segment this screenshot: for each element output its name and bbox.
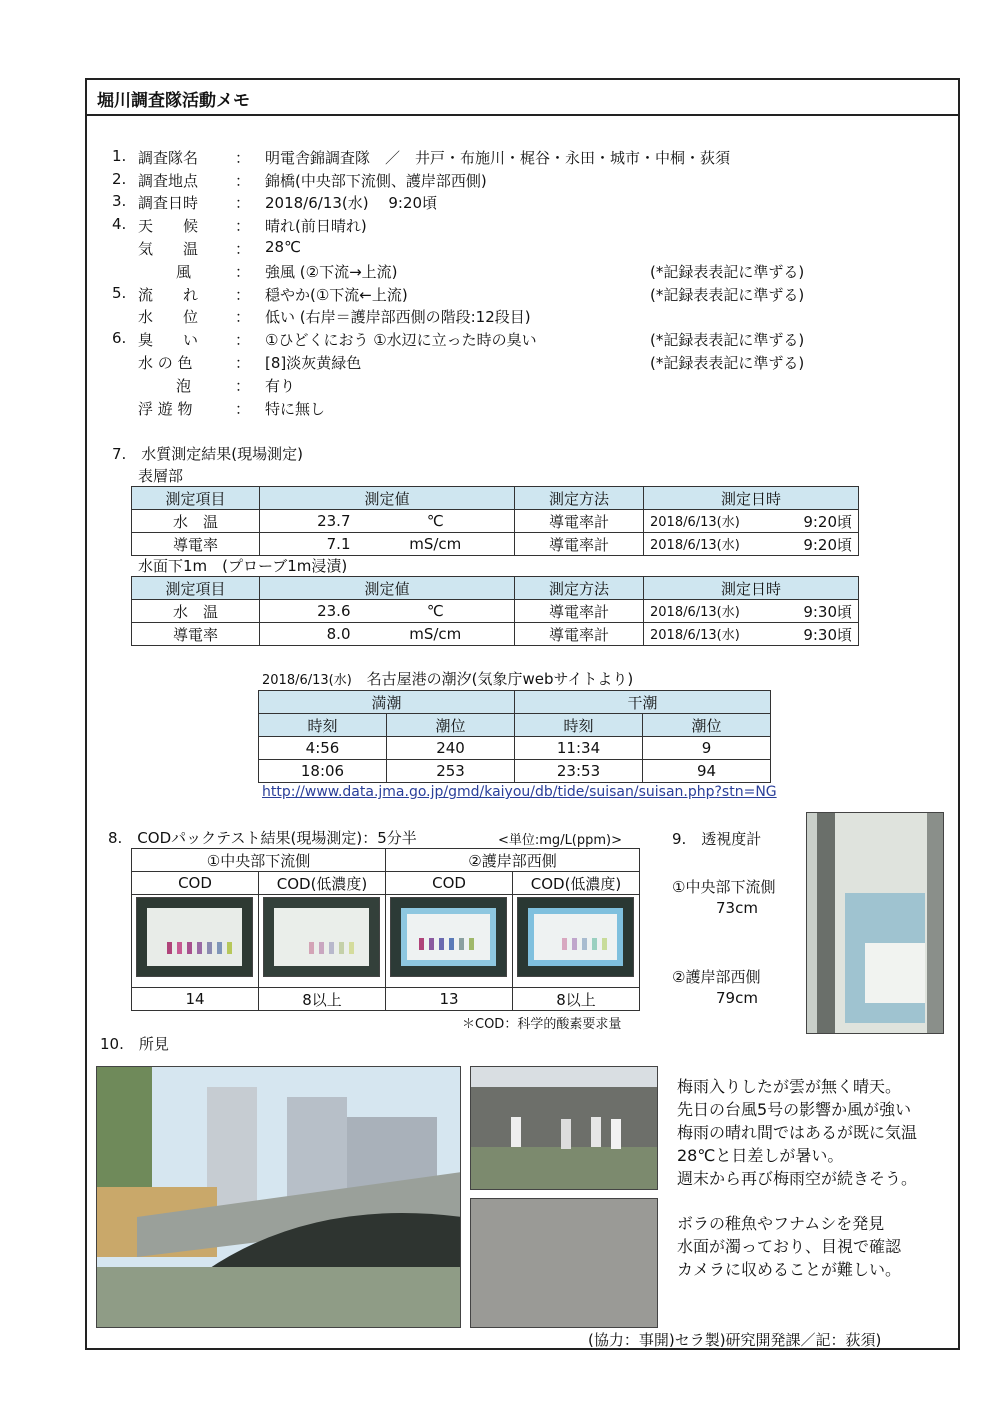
transparency-value-1: 73cm — [716, 899, 758, 917]
item-label: 気 温 — [138, 240, 199, 258]
item-note: (*記録表表記に準ずる) — [650, 286, 805, 304]
table-row — [132, 600, 859, 623]
item-note: (*記録表表記に準ずる) — [650, 331, 805, 349]
cell-datetime — [644, 600, 859, 623]
transparency-value-2: 79cm — [716, 989, 758, 1007]
header-cell: 測定項目 — [132, 577, 260, 600]
section8-unit: <単位:mg/L(ppm)> — [498, 833, 623, 848]
team-illustration — [471, 1067, 658, 1190]
bridge-photo — [96, 1066, 461, 1328]
swatch — [349, 942, 354, 954]
section8-heading: 8. CODパックテスト結果(現場測定)：5分半 — [108, 829, 417, 847]
item-num: 6. — [112, 329, 127, 347]
cell-time: 9:20頃 — [803, 512, 853, 531]
item-value: 2018/6/13(水) 9:20頃 — [265, 194, 438, 212]
cell-method: 導電率計 — [515, 533, 644, 556]
swatch — [207, 942, 212, 954]
header-cell: 時刻 — [515, 714, 643, 737]
item-num: 1. — [112, 147, 127, 165]
cell-level: 94 — [643, 760, 771, 783]
cell-method: 導電率計 — [515, 623, 644, 646]
item-value: 低い (右岸＝護岸部西側の階段:12段目) — [265, 308, 531, 326]
item-colon: ： — [235, 331, 251, 349]
swatch — [339, 942, 344, 954]
packtest-card — [528, 908, 623, 966]
table-row — [259, 760, 771, 783]
item-value: 晴れ(前日晴れ) — [265, 217, 367, 235]
item-colon: ： — [235, 354, 251, 372]
table-header-row — [259, 691, 771, 714]
cell-unit: ℃ — [357, 600, 515, 623]
cell-method: 導電率計 — [515, 510, 644, 533]
cell-item: 水 温 — [132, 510, 260, 533]
item-colon: ： — [235, 263, 251, 281]
item-value: 穏やか(①下流←上流) — [265, 286, 408, 304]
packtest-inner — [407, 914, 490, 960]
cod-group2: ②護岸部西側 — [386, 849, 640, 872]
cell-unit: mS/cm — [357, 533, 515, 556]
swatch — [187, 942, 192, 954]
tide-caption-date: 2018/6/13(水) — [262, 673, 352, 688]
cell-value: 23.7 — [260, 510, 357, 533]
item-colon: ： — [235, 377, 251, 395]
cell-datetime — [644, 510, 859, 533]
cell-unit: ℃ — [357, 510, 515, 533]
cell-date: 2018/6/13(水) — [650, 604, 740, 620]
cod-photo-3 — [390, 897, 507, 977]
item-value: 有り — [265, 377, 296, 395]
cod-col: COD — [386, 872, 513, 895]
item-label: 水 の 色 — [138, 354, 193, 372]
depth-label: 水面下1m (プローブ1m浸漬) — [138, 557, 348, 575]
cell-level: 253 — [387, 760, 515, 783]
swatch — [459, 938, 464, 950]
header-cell: 測定日時 — [644, 577, 859, 600]
item-note: (*記録表表記に準ずる) — [650, 263, 805, 281]
item-label: 臭 い — [138, 331, 199, 349]
packtest-card — [147, 908, 242, 966]
note-line: 週末から再び梅雨空が続きそう。 — [677, 1169, 918, 1188]
swatch — [602, 938, 607, 950]
item-colon: ： — [235, 194, 251, 212]
transparency-label-1: ①中央部下流側 — [672, 878, 776, 896]
item-value: [8]淡灰黄緑色 — [265, 354, 362, 372]
note-line: カメラに収めることが難しい。 — [677, 1260, 902, 1279]
bridge-illustration — [97, 1067, 461, 1328]
transparency-label-2: ②護岸部西側 — [672, 968, 761, 986]
swatch — [217, 942, 222, 954]
table-header-row — [132, 577, 859, 600]
item-value: 錦橋(中央部下流側、護岸部西側) — [265, 172, 487, 190]
cell-time: 9:30頃 — [803, 625, 853, 644]
cell-datetime — [644, 533, 859, 556]
table-row — [259, 737, 771, 760]
tide-caption — [262, 668, 633, 689]
swatch — [197, 942, 202, 954]
item-num: 2. — [112, 170, 127, 188]
swatch — [319, 942, 324, 954]
cod-col: COD(低濃度) — [259, 872, 386, 895]
note-line: 梅雨入りしたが雲が無く晴天。 — [677, 1077, 902, 1096]
swatch — [167, 942, 172, 954]
item-num: 4. — [112, 215, 127, 233]
cell-time: 4:56 — [259, 737, 387, 760]
item-label: 調査地点 — [138, 172, 199, 190]
cod-photo-4 — [517, 897, 634, 977]
note-line: ボラの稚魚やフナムシを発見 — [677, 1214, 885, 1233]
item-value: 明電舎錦調査隊 ／ 井戸・布施川・梶谷・永田・城市・中桐・荻須 — [265, 149, 731, 167]
header-cell: 測定値 — [260, 577, 515, 600]
cell-date: 2018/6/13(水) — [650, 537, 740, 553]
swatch — [329, 942, 334, 954]
cell-date: 2018/6/13(水) — [650, 514, 740, 530]
table-row — [132, 510, 859, 533]
packtest-inner — [534, 914, 617, 960]
cod-result: 8以上 — [259, 988, 386, 1011]
header-cell: 潮位 — [387, 714, 515, 737]
footer-credit: (協力：事開)セラ製)研究開発課／記：荻須) — [588, 1331, 882, 1349]
section9-heading: 9. 透視度計 — [672, 830, 762, 848]
header-cell: 潮位 — [643, 714, 771, 737]
item-label: 水 位 — [138, 308, 199, 326]
cell-time: 23:53 — [515, 760, 643, 783]
cell-date: 2018/6/13(水) — [650, 627, 740, 643]
cell-item: 水 温 — [132, 600, 260, 623]
item-colon: ： — [235, 172, 251, 190]
item-num: 3. — [112, 192, 127, 210]
cod-group1: ①中央部下流側 — [132, 849, 386, 872]
tide-caption-text: 名古屋港の潮汐(気象庁webサイトより) — [366, 670, 634, 688]
swatch — [592, 938, 597, 950]
swatch — [227, 942, 232, 954]
item-label: 天 候 — [138, 217, 199, 235]
cod-col: COD(低濃度) — [513, 872, 640, 895]
cell-level: 240 — [387, 737, 515, 760]
header-cell: 時刻 — [259, 714, 387, 737]
table-header-row — [132, 849, 640, 872]
header-cell: 測定方法 — [515, 577, 644, 600]
cell-datetime — [644, 623, 859, 646]
swatch — [449, 938, 454, 950]
cell-level: 9 — [643, 737, 771, 760]
survey-team-photo — [470, 1066, 658, 1190]
cell-time: 9:30頃 — [803, 602, 853, 621]
table-header-row — [259, 714, 771, 737]
packtest-card — [401, 908, 496, 966]
cod-col: COD — [132, 872, 259, 895]
swatch — [177, 942, 182, 954]
cod-result: 14 — [132, 988, 259, 1011]
note-line: 梅雨の晴れ間ではあるが既に気温 — [677, 1123, 918, 1142]
item-note: (*記録表表記に準ずる) — [650, 354, 805, 372]
cell-value: 23.6 — [260, 600, 357, 623]
transparency-tube-photo — [806, 812, 944, 1034]
title-bar — [87, 80, 958, 116]
item-colon: ： — [235, 400, 251, 418]
item-colon: ： — [235, 149, 251, 167]
tube-shadow — [817, 813, 835, 1034]
table-header-row — [132, 872, 640, 895]
tube-label-panel — [865, 943, 925, 1003]
tube-edge — [927, 813, 944, 1034]
cell-value: 8.0 — [260, 623, 357, 646]
swatch — [419, 938, 424, 950]
cell-unit: mS/cm — [357, 623, 515, 646]
swatch — [309, 942, 314, 954]
cell-item: 導電率 — [132, 533, 260, 556]
table-row — [132, 533, 859, 556]
cod-photo-1 — [136, 897, 253, 977]
table-row — [132, 988, 640, 1011]
cod-result: 13 — [386, 988, 513, 1011]
swatch — [429, 938, 434, 950]
item-num: 5. — [112, 284, 127, 302]
section10-heading: 10. 所見 — [100, 1035, 169, 1053]
cell-method: 導電率計 — [515, 600, 644, 623]
cell-time: 18:06 — [259, 760, 387, 783]
packtest-card — [274, 908, 369, 966]
header-cell: 測定項目 — [132, 487, 260, 510]
table-row — [132, 623, 859, 646]
header-cell: 測定日時 — [644, 487, 859, 510]
cell-item: 導電率 — [132, 623, 260, 646]
header-cell: 満潮 — [259, 691, 515, 714]
note-line: 水面が濁っており、目視で確認 — [677, 1237, 902, 1256]
table-header-row — [132, 487, 859, 510]
header-cell: 測定方法 — [515, 487, 644, 510]
section7-heading: 7. 水質測定結果(現場測定) — [112, 445, 304, 463]
item-value: 28℃ — [265, 238, 301, 256]
header-cell: 干潮 — [515, 691, 771, 714]
surface-label: 表層部 — [138, 467, 184, 485]
item-label: 風 — [176, 263, 192, 281]
swatch — [582, 938, 587, 950]
cell-time: 9:20頃 — [803, 535, 853, 554]
tide-source-link[interactable]: http://www.data.jma.go.jp/gmd/kaiyou/db/tide/suisan/suisan.php?stn=NG — [262, 784, 777, 800]
item-label: 浮 遊 物 — [138, 400, 193, 418]
page-title: 堀川調査隊活動メモ — [97, 91, 250, 111]
item-value: ①ひどくにおう ①水辺に立った時の臭い — [265, 331, 537, 349]
cod-footnote: ＊COD：科学的酸素要求量 — [462, 1017, 622, 1032]
item-label: 流 れ — [138, 286, 199, 304]
item-colon: ： — [235, 240, 251, 258]
water-surface-photo — [470, 1198, 658, 1328]
note-line: 先日の台風5号の影響か風が強い — [677, 1100, 912, 1119]
cod-photo-2 — [263, 897, 380, 977]
swatch — [572, 938, 577, 950]
item-value: 特に無し — [265, 400, 326, 418]
surface-table — [131, 486, 859, 556]
swatch — [439, 938, 444, 950]
item-colon: ： — [235, 286, 251, 304]
swatch — [562, 938, 567, 950]
header-cell: 測定値 — [260, 487, 515, 510]
cell-value: 7.1 — [260, 533, 357, 556]
cod-result: 8以上 — [513, 988, 640, 1011]
note-line: 28℃と日差しが暑い。 — [677, 1146, 844, 1165]
item-label: 調査日時 — [138, 194, 199, 212]
item-colon: ： — [235, 217, 251, 235]
item-value: 強風 (②下流→上流) — [265, 263, 398, 281]
item-colon: ： — [235, 308, 251, 326]
item-label: 泡 — [176, 377, 192, 395]
swatch — [469, 938, 474, 950]
tide-table — [258, 690, 771, 783]
cell-time: 11:34 — [515, 737, 643, 760]
item-label: 調査隊名 — [138, 149, 199, 167]
depth-table — [131, 576, 859, 646]
